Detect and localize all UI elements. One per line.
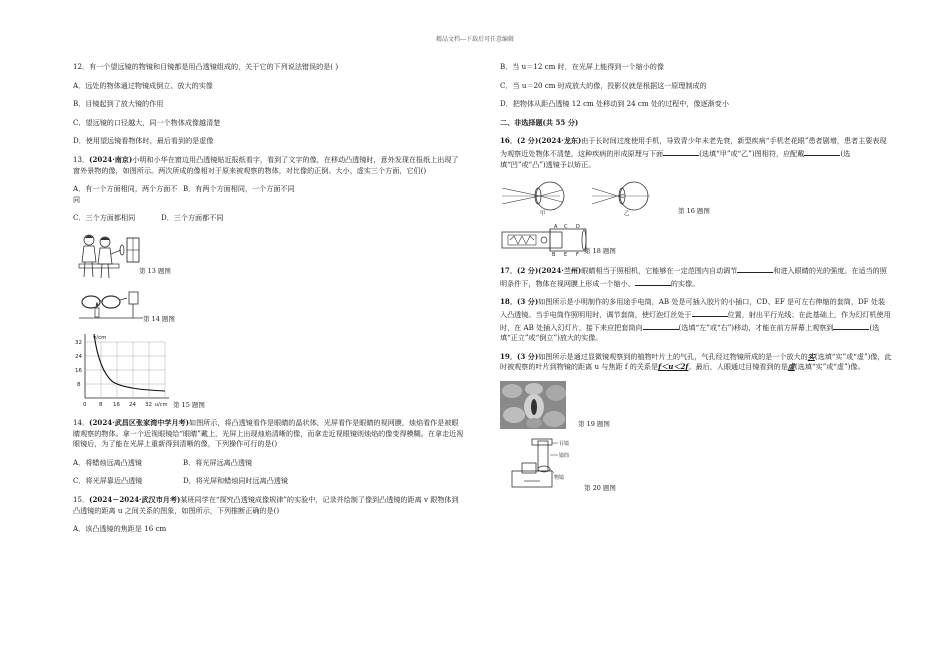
q12-stem: 12．有一个望远镜的物镜和目镜都是用凸透镜组成的，关于它的下列说法错误的是( ) <box>73 62 339 71</box>
q17-text-1: 眼睛相当于照相机，它能够在一定范围内自动调节 <box>581 266 738 276</box>
q18-stem <box>500 297 892 343</box>
q13-option-d: D．三个方面都不同 <box>161 213 224 223</box>
figure-14 <box>73 288 465 326</box>
q13-option-c: C．三个方面都相同 <box>73 213 136 223</box>
figure-16 <box>500 178 892 218</box>
q15-option-a: A．该凸透镜的焦距是 16 cm <box>73 524 167 534</box>
q19-answer-2: f＜u＜2f <box>658 362 689 372</box>
q16-source: (2 分)(2024·龙东) <box>516 136 582 146</box>
q19-text-2: (选填“实”或“虚”)像，此时被观察的叶片到物镜的距离 u 与焦距 f 的关系是 <box>500 351 892 372</box>
q18-blank-3[interactable] <box>833 321 869 330</box>
q14-num: 14． <box>73 417 90 427</box>
q14-option-a: A．将蜡烛远离凸透镜 <box>73 457 142 467</box>
figure-18 <box>500 224 892 258</box>
figure-16-label-yi: 乙 <box>624 211 630 217</box>
q14-text: 如图所示，将凸透镜看作是眼睛的晶状体，光屏看作是眼睛的视网膜，烛焰看作是被眼睛观察的物体。拿一个近视眼镜给“眼睛”戴上，光屏上出现烛焰清晰的像，而拿走近视眼镜则烛焰的像变得模糊。在拿走近视眼镜后，为了能在光屏上重新得到清晰的像，下列操作可行的是() <box>73 417 464 449</box>
page-header: 精品文档---下载后可任意编辑 <box>435 36 515 43</box>
figure-18-caption: 第 18 题图 <box>584 247 616 256</box>
chart-xlabel: u/cm <box>155 401 168 408</box>
figure-13-drawing <box>75 232 145 282</box>
q16-num: 16． <box>500 136 517 146</box>
figure-18-label-f: F <box>576 252 579 257</box>
q17-num: 17． <box>500 266 517 276</box>
chart-xtick-0: 0 <box>83 401 87 408</box>
q17-text-2: 和进入眼睛的光的强度。在适当的照明条件下，物体在视网膜上形成一个缩小、 <box>500 266 887 288</box>
q14-option-d: D．将光屏和蜡烛同时远离凸透镜 <box>183 476 288 486</box>
q16-text-2: (选填“甲”或“乙”)图相符，应配戴 <box>699 148 805 158</box>
q16-stem <box>500 136 892 170</box>
figure-15-caption: 第 15 题图 <box>173 400 205 409</box>
q15-text: 某班同学在“探究凸透镜成像规律”的实验中，记录并绘制了像到凸透镜的距离 v 跟物体到凸透镜的距离 u 之间关系的图象，如图所示，下列推断正确的是() <box>73 494 459 515</box>
q12-option-d: D．使用望远镜看物体时，最后看到的是虚像 <box>73 136 214 146</box>
q15-stem <box>73 495 465 516</box>
q18-blank-1[interactable] <box>692 308 728 317</box>
q13-text: 小明和小华在窗边用凸透镜贴近报纸看字，看到了文字的像，在移动凸透镜时，意外发现在报纸上出现了窗外景物的像，如图所示。两次所成的像相对于原来被观察的物体，对比像的正倒、大小、虚实三个方面，它们() <box>73 154 459 175</box>
q15-num: 15． <box>73 494 90 504</box>
chart-xtick-8: 8 <box>99 401 103 408</box>
q14-option-c: C．将光屏靠近凸透镜 <box>73 476 143 486</box>
figure-20-drawing <box>510 437 590 491</box>
figure-18-label-c: C <box>564 224 568 231</box>
q17-blank-2[interactable] <box>635 277 671 286</box>
q18-text-3: (选填“左”或“右”)移动，才能在前方屏幕上观察到 <box>678 322 834 332</box>
q15-option-b: B．当 u＝12 cm 时，在光屏上能得到一个缩小的像 <box>500 62 664 71</box>
figure-14-drawing <box>75 288 147 324</box>
q19-text-4: (选填“实”或“虚”)像。 <box>794 362 865 372</box>
figure-20-caption: 第 20 题图 <box>584 483 616 492</box>
q12-option-a: A．远处的物体通过物镜成倒立、放大的实像 <box>73 80 213 90</box>
q18-text-4: (选填“正立”或“倒立”)放大的实像。 <box>500 322 880 343</box>
section-title: 二、非选择题(共 55 分) <box>500 117 579 127</box>
q12-option-c: C．望远镜的口径越大，同一个物体成像越清楚 <box>73 117 221 127</box>
q13-option-a: A．有一个方面相同，两个方面不同 <box>73 184 178 204</box>
right-column <box>500 62 892 499</box>
q19-text-1: 如图所示是通过显微镜观察到的植物叶片上的气孔，气孔经过物镜所成的是一个放大的 <box>538 351 808 361</box>
figure-19-caption: 第 19 题图 <box>578 419 610 428</box>
figure-16-label-jia: 甲 <box>540 211 546 217</box>
figure-20-label-objective: 物镜 <box>554 474 565 481</box>
q16-text-1: 由于长时间过度使用手机，导致青少年未老先衰，新型疾病“手机老花眼”患者剧增，患者主要表现为观察近处物体不清楚，这种疾病的形成原理与下面 <box>500 136 887 158</box>
figure-18-label-d: D <box>576 224 580 231</box>
q18-source: (3 分) <box>516 297 539 307</box>
chart-curve <box>94 334 165 391</box>
q17-blank-1[interactable] <box>737 264 773 273</box>
figure-16-drawing <box>500 178 670 216</box>
q19-text-3: 。最后，人眼通过目镜看到的是 <box>688 362 788 372</box>
q17-stem <box>500 264 892 289</box>
q18-num: 18． <box>500 297 517 307</box>
q18-blank-2[interactable] <box>643 321 679 330</box>
figure-14-caption: 第 14 题图 <box>143 314 175 323</box>
q16-blank-1[interactable] <box>663 147 699 156</box>
left-column <box>73 62 465 543</box>
figure-20 <box>500 437 892 493</box>
q19-answer-3: 虚 <box>787 362 795 372</box>
q13-stem <box>73 155 465 176</box>
q13-source: (2024·南京) <box>89 154 133 164</box>
chart-xtick-32: 32 <box>145 401 152 408</box>
q16-text-3: (选填“凹”或“凸”)透镜予以矫正。 <box>500 148 851 169</box>
q15-source: (2024－2024·武汉市月考) <box>89 494 181 504</box>
q17-text-3: 的实像。 <box>670 278 700 288</box>
figure-16-caption: 第 16 题图 <box>678 207 710 216</box>
chart-ytick-32: 32 <box>75 339 82 346</box>
figure-18-drawing <box>500 224 596 256</box>
figure-15-chart <box>73 332 173 410</box>
q16-blank-2[interactable] <box>804 147 840 156</box>
figure-13 <box>73 232 465 282</box>
q14-stem <box>73 418 465 450</box>
figure-19 <box>500 381 892 431</box>
q15-option-d: D．把物体从距凸透镜 12 cm 处移动到 24 cm 处的过程中，像逐渐变小 <box>500 99 729 109</box>
q19-num: 19． <box>500 351 517 361</box>
q18-text-1: 如图所示是小明制作的多用途手电筒，AB 处是可插入胶片的小插口，CD、EF 是可左右伸缩的套筒，DF 处装入凸透镜。当手电筒作照明用时，调节套筒，使灯泡灯丝处于 <box>500 297 886 319</box>
q17-source: (2 分)(2024·兰州) <box>516 266 582 276</box>
figure-13-caption: 第 13 题图 <box>139 266 171 275</box>
q14-option-b: B．将光屏远离凸透镜 <box>183 457 253 467</box>
chart-ytick-16: 16 <box>75 367 82 374</box>
q19-answer-1: 实 <box>807 351 815 361</box>
q12-option-b: B．目镜起到了放大镜的作用 <box>73 99 164 109</box>
chart-xtick-24: 24 <box>129 401 136 408</box>
figure-18-label-e: E <box>564 252 568 257</box>
chart-ytick-8: 8 <box>77 381 81 388</box>
q13-num: 13． <box>73 154 90 164</box>
q19-stem <box>500 352 892 373</box>
q13-option-b: B．有两个方面相同，一个方面不同 <box>183 184 295 194</box>
figure-20-label-tube: 镜筒 <box>559 452 570 459</box>
q18-text-2: 位置，射出平行光线；在此基础上，作为幻灯机使用时，在 AB 处插入幻灯片，接下来应把套筒向 <box>500 309 891 332</box>
figure-15 <box>73 332 465 412</box>
chart-xtick-16: 16 <box>113 401 120 408</box>
q15-option-c: C．当 u＝20 cm 时成放大的像，投影仪就是根据这一原理制成的 <box>500 80 707 90</box>
figure-20-label-eyepiece: 目镜 <box>559 440 570 447</box>
chart-ylabel: v/cm <box>93 334 107 341</box>
q14-source: (2024·武昌区张家湾中学月考) <box>89 417 189 427</box>
figure-18-label-a: A <box>554 224 558 231</box>
chart-ytick-24: 24 <box>75 353 82 360</box>
figure-18-label-b: B <box>552 252 556 257</box>
figure-19-photo <box>500 381 566 429</box>
q19-source: (3 分) <box>516 351 539 361</box>
